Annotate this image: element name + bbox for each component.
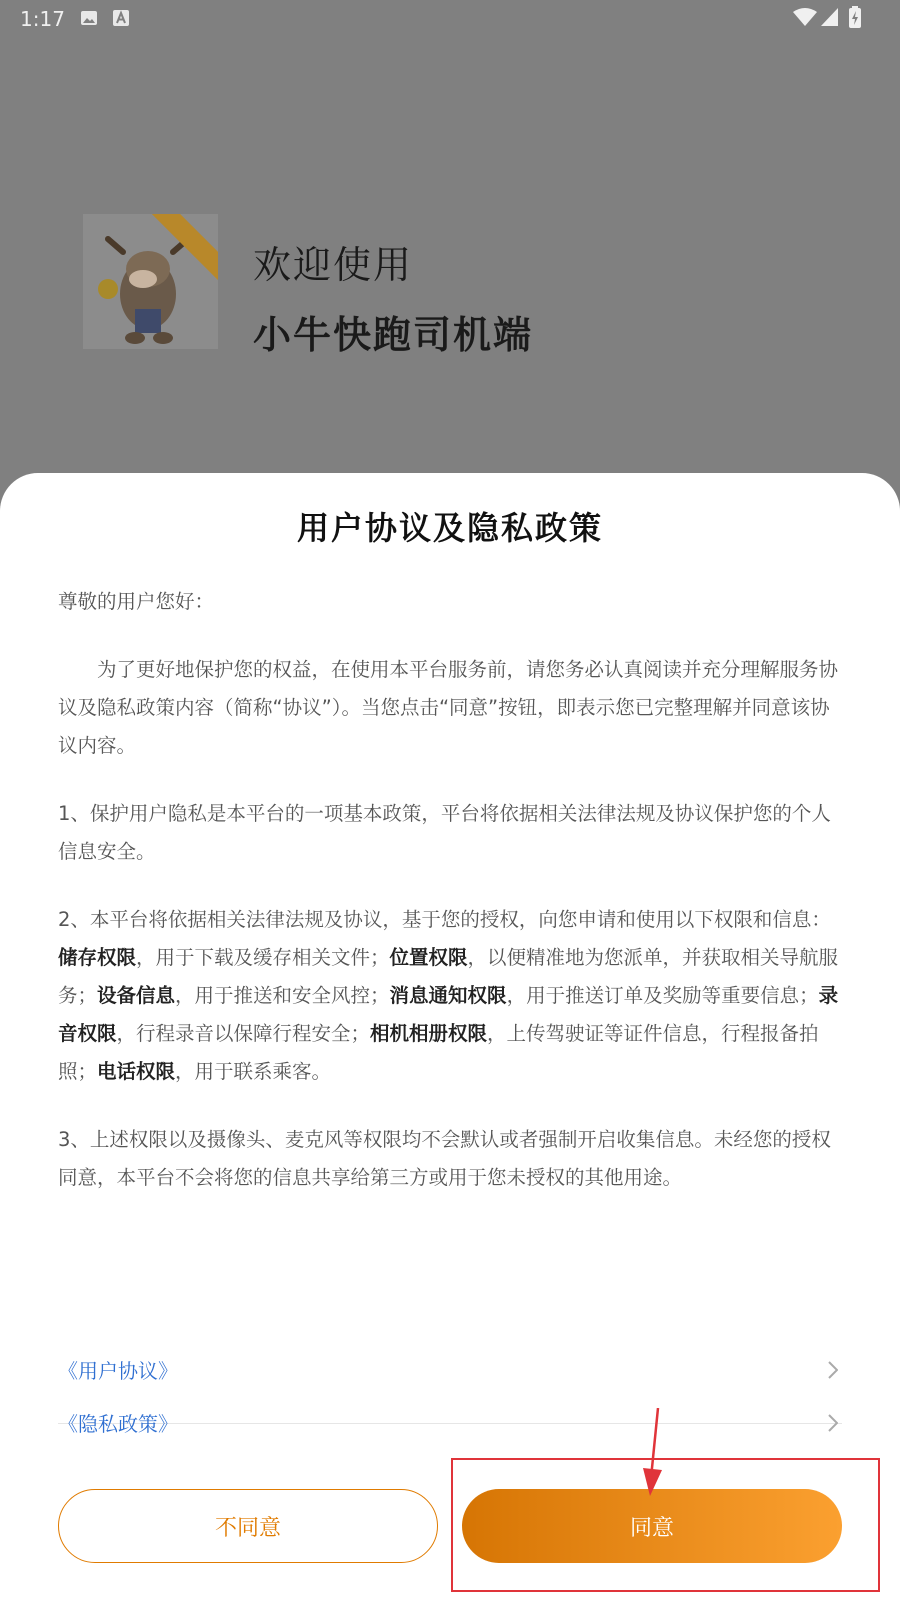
user-agreement-label[interactable]: 《用户协议》 bbox=[58, 1359, 178, 1383]
privacy-dialog bbox=[0, 473, 900, 1600]
user-agreement-link[interactable] bbox=[58, 1343, 842, 1397]
welcome-heading: 欢迎使用 bbox=[253, 243, 414, 287]
dialog-title: 用户协议及隐私政策 bbox=[296, 509, 603, 547]
recording-permission: 录音权限 bbox=[58, 984, 839, 1045]
status-time: 1:17 bbox=[20, 7, 65, 31]
item-3-text: 3、上述权限以及摄像头、麦克风等权限均不会默认或者强制开启收集信息。未经您的授权同意，本平台不会将您的信息共享给第三方或用于您未授权的其他用途。 bbox=[58, 1128, 831, 1189]
image-icon bbox=[80, 10, 98, 26]
chevron-right-icon bbox=[828, 1361, 838, 1379]
greeting-text: 尊敬的用户您好： bbox=[58, 590, 215, 613]
notification-permission: 消息通知权限 bbox=[389, 984, 507, 1007]
annotation-arrow-icon bbox=[640, 1408, 670, 1498]
item-2-text: 2、本平台将依据相关法律法规及协议，基于您的授权，向您申请和使用以下权限和信息：储存权限，用于下载及缓存相关文件；位置权限，以便精准地为您派单，并获取相关导航服务；设备信息，用于推送和安全风控；消息通知权限，用于推送订单及奖励等重要信息；录音权限，行程录音以保障行程安全；相机相册权限，上传驾驶证等证件信息，行程报备拍照；电话权限，用于联系乘客。 bbox=[58, 908, 839, 1083]
decline-button[interactable]: 不同意 bbox=[58, 1489, 438, 1563]
welcome-section bbox=[83, 214, 783, 364]
status-bar bbox=[0, 0, 900, 36]
storage-permission: 储存权限 bbox=[58, 946, 137, 969]
battery-charging-icon bbox=[849, 6, 861, 28]
phone-permission: 电话权限 bbox=[97, 1060, 176, 1083]
location-permission: 位置权限 bbox=[389, 946, 468, 969]
intro-text: 为了更好地保护您的权益，在使用本平台服务前，请您务必认真阅读并充分理解服务协议及隐私政策内容（简称“协议”）。当您点击“同意”按钮，即表示您已完整理解并同意该协议内容。 bbox=[58, 658, 839, 757]
app-logo bbox=[83, 214, 218, 349]
signal-icon bbox=[821, 8, 839, 26]
app-name: 小牛快跑司机端 bbox=[253, 313, 534, 357]
camera-permission: 相机相册权限 bbox=[370, 1022, 488, 1045]
agree-button[interactable]: 同意 bbox=[462, 1489, 842, 1563]
item-1-text: 1、保护用户隐私是本平台的一项基本政策，平台将依据相关法律法规及协议保护您的个人信息安全。 bbox=[58, 802, 831, 863]
chevron-right-icon bbox=[828, 1414, 838, 1432]
wifi-icon bbox=[793, 8, 817, 26]
device-info: 设备信息 bbox=[97, 984, 176, 1007]
dialog-content[interactable] bbox=[58, 583, 842, 1227]
font-icon bbox=[113, 10, 129, 26]
privacy-policy-link[interactable] bbox=[58, 1396, 842, 1450]
privacy-policy-label[interactable]: 《隐私政策》 bbox=[58, 1412, 178, 1436]
